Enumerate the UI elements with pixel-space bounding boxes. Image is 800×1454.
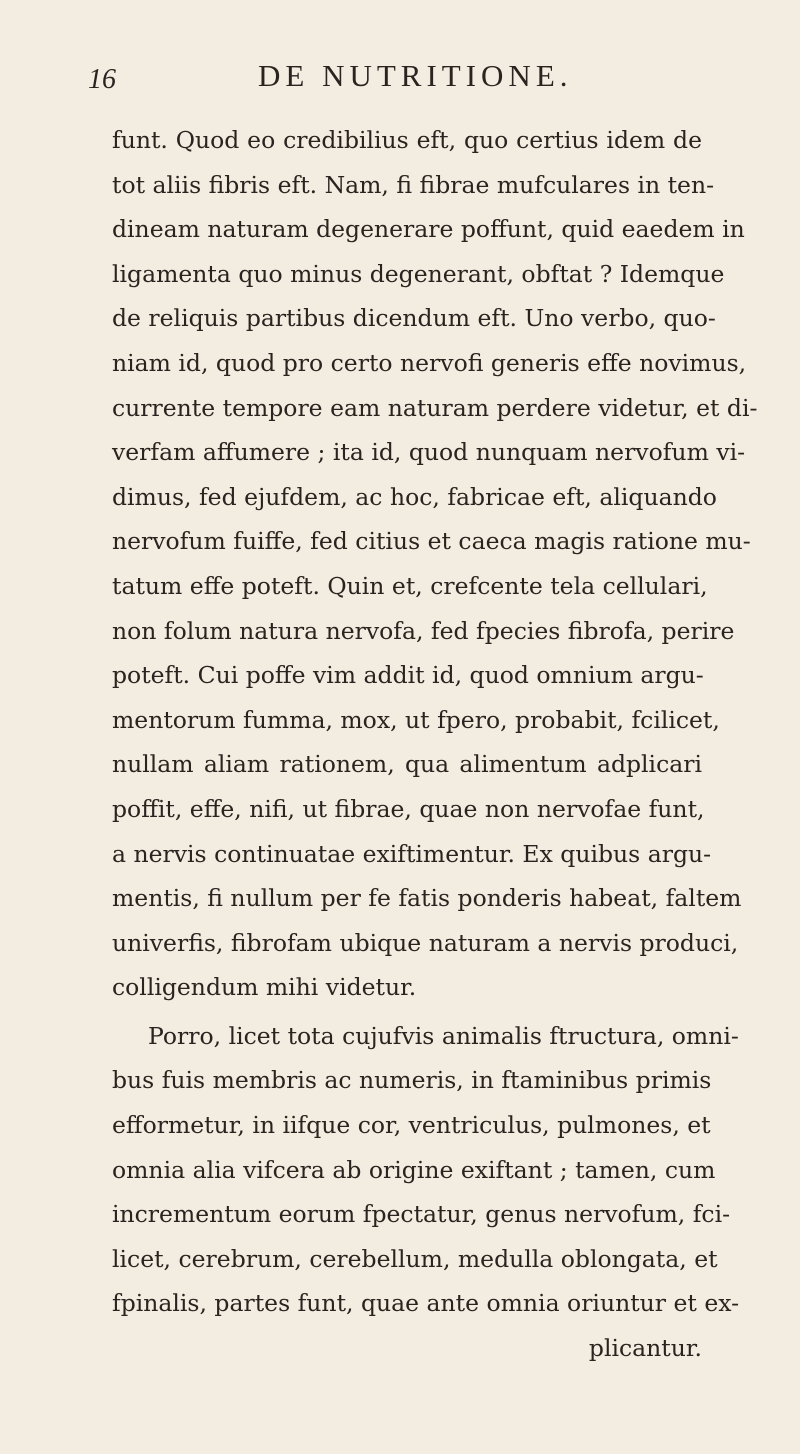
paragraph [112,1014,740,1371]
text-line: plicantur. [588,1334,702,1363]
text-line: omnia alia vifcera ab origine exiftant ; tamen, cum [112,1155,716,1184]
text-line: funt. Quod eo credibilius eft, quo certius idem de [112,126,702,154]
text-line: nullam aliam rationem, qua alimentum adplicari [112,750,702,779]
text-line: nervofum fuiffe, fed citius et caeca magis ratione mu- [112,527,751,556]
text-line: fpinalis, partes funt, quae ante omnia oriuntur et ex- [112,1289,740,1318]
text-line: poffit, effe, nifi, ut fibrae, quae non nervofae funt, [112,794,705,823]
text-line: bus fuis membris ac numeris, in ftaminibus primis [112,1066,712,1095]
text-line: currente tempore eam naturam perdere videtur, et di- [112,393,758,422]
text-line: efformetur, in iifque cor, ventriculus, pulmones, et [112,1111,711,1140]
text-line: licet, cerebrum, cerebellum, medulla oblongata, et [112,1244,718,1273]
text-line: verfam affumere ; ita id, quod nunquam nervofum vi- [112,438,746,467]
page-number: 16 [88,64,116,95]
text-line: dimus, fed ejufdem, ac hoc, fabricae eft, aliquando [112,482,717,511]
text-line: incrementum eorum fpectatur, genus nervofum, fci- [112,1200,731,1229]
text-line: univerfis, fibrofam ubique naturam a nervis produci, [112,928,739,957]
body-text [112,118,758,1371]
text-line: de reliquis partibus dicendum eft. Uno verbo, quo- [112,304,716,333]
text-line: poteft. Cui poffe vim addit id, quod omnium argu- [112,661,704,690]
text-line: colligendum mihi videtur. [112,973,417,1002]
text-line: dineam naturam degenerare poffunt, quid eaedem in [112,215,745,244]
text-line: a nervis continuatae exiftimentur. Ex quibus argu- [112,839,712,868]
text-line: Porro, licet tota cujufvis animalis ftructura, omni- [148,1021,739,1050]
text-line: mentorum fumma, mox, ut fpero, probabit, fcilicet, [112,705,720,734]
text-line: ligamenta quo minus degenerant, obftat ? Idemque [112,259,725,288]
page-header [88,58,740,98]
text-line: non folum natura nervofa, fed fpecies fibrofa, perire [112,616,735,645]
paragraph [112,118,758,1010]
text-line: niam id, quod pro certo nervofi generis effe novimus, [112,348,747,377]
text-line: mentis, fi nullum per fe fatis ponderis habeat, faltem [112,884,742,913]
running-title: DE NUTRITIONE. [258,58,573,93]
text-line: tatum effe poteft. Quin et, crefcente tela cellulari, [112,571,708,600]
text-line: tot aliis fibris eft. Nam, fi fibrae mufculares in ten- [112,170,715,199]
